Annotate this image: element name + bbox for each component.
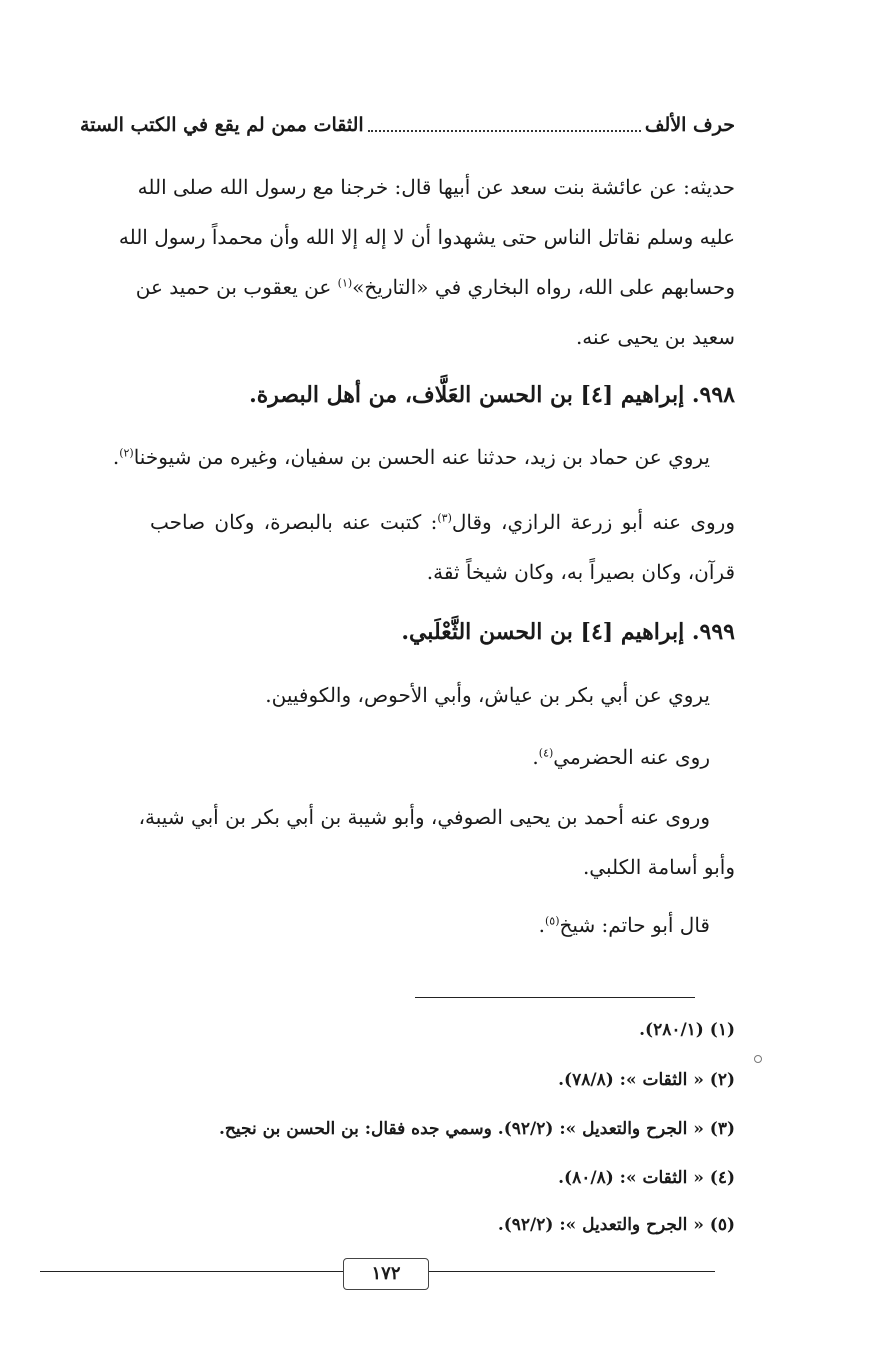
body-line: وأبو أسامة الكلبي.: [582, 855, 735, 879]
footnote-5: (٥) « الجرح والتعديل »: (٩٢/٢).: [497, 1215, 735, 1235]
header-chapter: حرف الألف: [644, 114, 735, 136]
body-line: يروي عن أبي بكر بن عياش، وأبي الأحوص، والكوفيين.: [265, 683, 710, 707]
body-line: سعيد بن يحيى عنه.: [575, 325, 735, 349]
footnote-ref: (٢): [119, 446, 134, 460]
header-dot-leader: [368, 118, 641, 132]
footnote-3: (٣) « الجرح والتعديل »: (٩٢/٢). وسمي جده فقال: بن الحسن بن نجيح.: [219, 1119, 735, 1139]
footnote-2: (٢) « الثقات »: (٧٨/٨).: [558, 1070, 735, 1090]
header-book-title: الثقات ممن لم يقع في الكتب الستة: [80, 114, 364, 136]
print-speck: [754, 1055, 762, 1063]
body-line: روى عنه الحضرمي$^{(٤)}$.: [532, 745, 710, 769]
body-line: يروي عن حماد بن زيد، حدثنا عنه الحسن بن سفيان، وغيره من شيوخنا$^{(٢)}$.: [112, 445, 710, 469]
body-line: قال أبو حاتم: شيخ$^{(٥)}$.: [538, 913, 710, 937]
entry-heading-999: ٩٩٩. إبراهيم [٤] بن الحسن الثَّعْلَبي.: [401, 619, 735, 645]
footnote-1: (١) (٢٨٠/١).: [639, 1020, 735, 1040]
body-line: حديثه: عن عائشة بنت سعد عن أبيها قال: خرجنا مع رسول الله صلى الله: [137, 175, 735, 199]
footnote-ref: (٤): [538, 746, 554, 760]
footnote-separator: [415, 997, 695, 998]
body-line: وروى عنه أبو زرعة الرازي، وقال$^{(٣)}$: كتبت عنه بالبصرة، وكان صاحب: [150, 510, 735, 534]
footnote-ref: (٣): [437, 511, 452, 525]
running-header: [80, 108, 735, 142]
body-line: قرآن، وكان بصيراً به، وكان شيخاً ثقة.: [426, 560, 735, 584]
footnote-ref: (١): [337, 276, 353, 290]
footnote-ref: (٥): [544, 914, 560, 928]
body-line: عليه وسلم نقاتل الناس حتى يشهدوا أن لا إله إلا الله وأن محمداً رسول الله: [118, 225, 735, 249]
body-line: وحسابهم على الله، رواه البخاري في «التاريخ»$^{(١)}$ عن يعقوب بن حميد عن: [135, 275, 735, 299]
footnote-4: (٤) « الثقات »: (٨٠/٨).: [558, 1168, 735, 1188]
entry-heading-998: ٩٩٨. إبراهيم [٤] بن الحسن العَلَّاف، من أهل البصرة.: [249, 382, 735, 408]
page-number: ١٧٢: [343, 1258, 429, 1290]
body-line: وروى عنه أحمد بن يحيى الصوفي، وأبو شيبة بن أبي بكر بن أبي شيبة،: [138, 805, 710, 829]
